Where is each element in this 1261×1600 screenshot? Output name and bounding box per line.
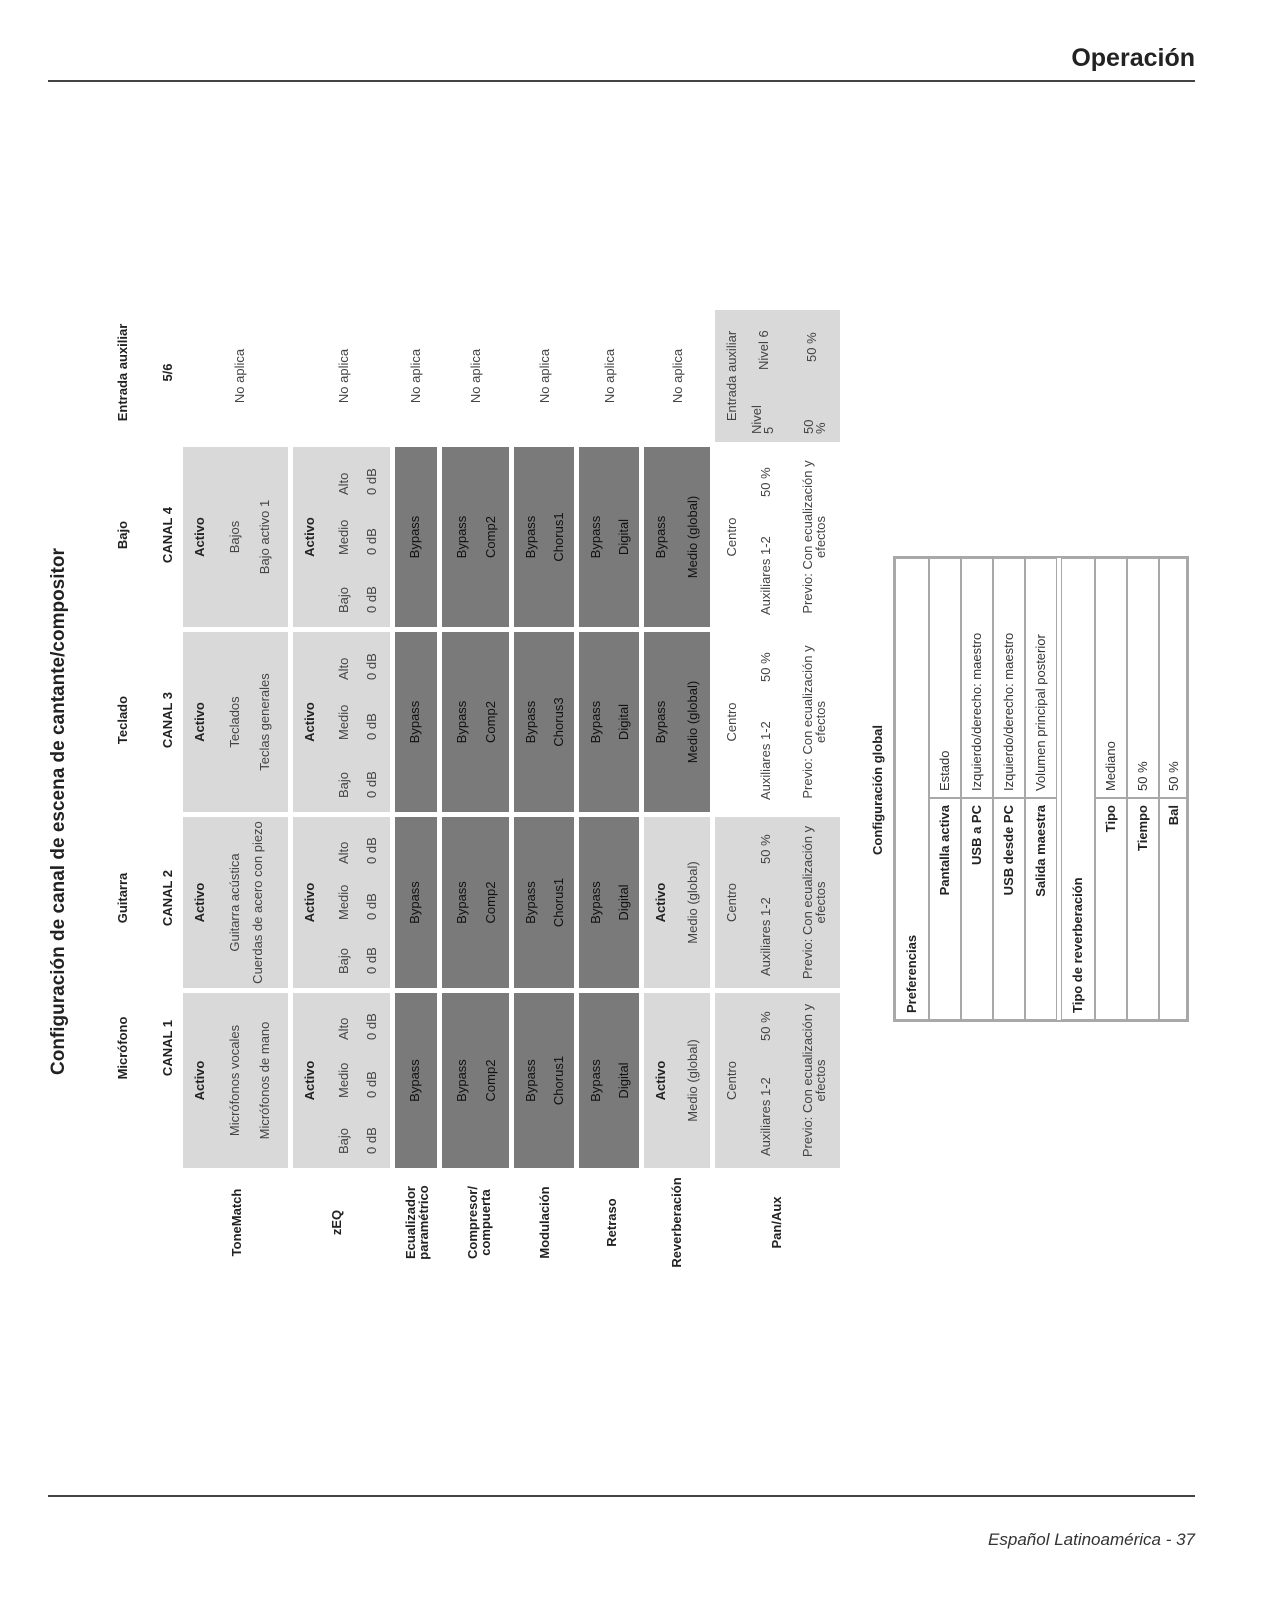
ch3-pan-value: Centro (724, 702, 739, 742)
aux-comp-na: No aplica (468, 348, 483, 404)
ch2-zeq-high-value: 0 dB (364, 837, 379, 864)
ch4-reverb-state: Bypass (653, 515, 668, 559)
ch1-zeq-state: Activo (302, 1060, 317, 1101)
aux-tonematch-na: No aplica (232, 348, 247, 404)
ch4-zeq-mid-value: 0 dB (364, 528, 379, 555)
ch3-comp-cell (442, 632, 509, 812)
row-label-delay: Retraso (604, 1198, 619, 1247)
ch1-reverb-preset: Medio (global) (685, 1039, 700, 1122)
column-type-aux: Entrada auxiliar (115, 323, 130, 422)
document-title: Configuración de canal de escena de cantante/compositor (48, 548, 69, 1075)
ch1-delay-preset: Digital (616, 1062, 631, 1099)
column-type-guitar: Guitarra (115, 872, 130, 924)
ch3-zeq-mid-label: Medio (336, 704, 351, 740)
ch3-delay-state: Bypass (588, 700, 603, 744)
ch4-mod-cell (514, 447, 574, 627)
ch2-zeq-cell (293, 817, 390, 988)
preferences-header: Preferencias (895, 558, 929, 1020)
aux-level-6-percent: 50 % (804, 332, 819, 362)
ch3-zeq-cell (293, 632, 390, 812)
aux-level-5-percent: 50 % (801, 419, 828, 434)
ch1-mod-state: Bypass (523, 1059, 538, 1102)
ch2-zeq-mid-value: 0 dB (364, 893, 379, 920)
ch4-zeq-low-label: Bajo (336, 586, 351, 613)
ch1-mod-cell (514, 993, 574, 1168)
ch2-zeq-low-label: Bajo (336, 947, 351, 974)
ch4-mod-state: Bypass (523, 515, 538, 559)
ch1-reverb-state: Activo (653, 1060, 668, 1101)
ch4-zeq-high-label: Alto (336, 472, 351, 495)
page-footer: Español Latinoamérica - 37 (988, 1530, 1195, 1549)
ch1-zeq-low-label: Bajo (336, 1127, 351, 1154)
ch3-reverb-cell (644, 632, 710, 812)
ch3-comp-state: Bypass (454, 700, 469, 744)
ch1-zeq-high-value: 0 dB (364, 1013, 379, 1040)
reverb-label-time: Tiempo (1127, 798, 1159, 1020)
ch1-zeq-cell (293, 993, 390, 1168)
aux-level-6: Nivel 6 (756, 330, 771, 370)
ch2-zeq-mid-label: Medio (336, 884, 351, 920)
ch3-mod-cell (514, 632, 574, 812)
ch2-mod-preset: Chorus1 (551, 877, 566, 928)
ch2-mod-cell (514, 817, 574, 988)
pref-label-usb-from-pc: USB desde PC (993, 798, 1025, 1020)
reverb-value-time: 50 % (1127, 558, 1159, 798)
ch1-comp-preset: Comp2 (483, 1059, 498, 1102)
ch1-tonematch-preset: Micrófonos de mano (257, 1021, 272, 1140)
ch3-reverb-preset: Medio (global) (685, 680, 700, 764)
ch4-reverb-preset: Medio (global) (685, 495, 700, 579)
ch4-delay-preset: Digital (616, 518, 631, 556)
reverb-type-header: Tipo de reverberación (1061, 558, 1095, 1020)
ch4-zeq-mid-label: Medio (336, 519, 351, 555)
ch4-zeq-high-value: 0 dB (364, 468, 379, 495)
ch4-aux-label: Auxiliares 1-2 (758, 536, 773, 615)
ch2-zeq-low-value: 0 dB (364, 947, 379, 974)
ch3-mod-state: Bypass (523, 700, 538, 744)
row-label-tonematch: ToneMatch (229, 1188, 244, 1257)
ch3-tonematch-cell (183, 632, 288, 812)
ch1-tonematch-category: Micrófonos vocales (227, 1024, 242, 1137)
ch4-mod-preset: Chorus1 (551, 512, 566, 562)
ch4-prev-mode: Previo: Con ecualización y efectos (800, 460, 828, 614)
ch3-eq-cell (395, 632, 437, 812)
ch2-comp-preset: Comp2 (483, 881, 498, 924)
ch3-comp-preset: Comp2 (483, 701, 498, 743)
aux-reverb-na: No aplica (670, 348, 685, 404)
ch2-tonematch-preset: Cuerdas de acero con piezo (250, 821, 265, 984)
ch1-tonematch-cell (183, 993, 288, 1168)
ch3-delay-cell (579, 632, 639, 812)
pref-label-master-out: Salida maestra (1025, 798, 1057, 1020)
ch3-zeq-low-label: Bajo (336, 771, 351, 798)
pref-label-usb-to-pc: USB a PC (961, 798, 993, 1020)
row-label-zeq: zEQ (329, 1209, 344, 1236)
ch2-pan-value: Centro (724, 882, 739, 923)
reverb-label-type: Tipo (1095, 798, 1127, 1020)
ch2-reverb-cell (644, 817, 710, 988)
aux-eq-na: No aplica (408, 348, 423, 404)
channel-5-6-header: 5/6 (160, 363, 175, 382)
reverb-value-balance: 50 % (1159, 558, 1187, 798)
ch4-zeq-state: Activo (302, 517, 317, 557)
ch4-comp-cell (442, 447, 509, 627)
pref-value-usb-to-pc: Izquierdo/derecho: maestro (961, 558, 993, 798)
ch2-eq-cell (395, 817, 437, 988)
channel-2-header: CANAL 2 (160, 869, 175, 927)
ch1-eq-cell (395, 993, 437, 1168)
pref-value-active-screen: Estado (929, 558, 961, 798)
ch4-delay-state: Bypass (588, 515, 603, 559)
ch1-mod-preset: Chorus1 (551, 1055, 566, 1106)
ch2-panaux-cell (715, 817, 840, 988)
ch4-delay-cell (579, 447, 639, 627)
ch4-comp-preset: Comp2 (483, 516, 498, 558)
ch1-pan-value: Centro (724, 1060, 739, 1101)
row-label-modulation: Modulación (537, 1186, 552, 1259)
column-type-mic: Micrófono (115, 1016, 130, 1080)
row-label-reverb: Reverberación (669, 1177, 684, 1268)
row-label-parametric-eq: Ecualizador paramétrico (403, 1185, 431, 1260)
ch3-mod-preset: Chorus3 (551, 697, 566, 747)
ch4-comp-state: Bypass (454, 515, 469, 559)
ch4-tonematch-category: Bajos (227, 520, 242, 554)
ch1-zeq-mid-value: 0 dB (364, 1071, 379, 1098)
ch2-tonematch-state: Activo (192, 882, 207, 923)
aux-level-5: Nivel 5 (749, 405, 776, 434)
ch3-tonematch-state: Activo (192, 702, 207, 742)
ch1-aux-value: 50 % (758, 1011, 773, 1041)
ch3-zeq-mid-value: 0 dB (364, 713, 379, 740)
ch4-zeq-cell (293, 447, 390, 627)
aux-input-label: Entrada auxiliar (724, 330, 739, 422)
aux-panaux-cell (715, 310, 840, 442)
column-type-bass: Bajo (115, 520, 130, 550)
ch2-tonematch-cell (183, 817, 288, 988)
ch3-delay-preset: Digital (616, 703, 631, 741)
ch2-delay-preset: Digital (616, 884, 631, 921)
ch2-delay-cell (579, 817, 639, 988)
ch2-prev-mode: Previo: Con ecualización y efectos (800, 825, 828, 980)
ch1-delay-state: Bypass (588, 1059, 603, 1102)
ch3-zeq-high-label: Alto (336, 657, 351, 680)
pref-value-master-out: Volumen principal posterior (1025, 558, 1057, 798)
ch4-tonematch-preset: Bajo activo 1 (257, 499, 272, 575)
section-title: Operación (1071, 44, 1195, 72)
column-type-keyboard: Teclado (115, 695, 130, 745)
ch4-reverb-cell (644, 447, 710, 627)
ch3-zeq-state: Activo (302, 702, 317, 742)
ch3-zeq-high-value: 0 dB (364, 653, 379, 680)
ch3-aux-value: 50 % (758, 652, 773, 682)
ch2-delay-state: Bypass (588, 881, 603, 924)
ch2-aux-label: Auxiliares 1-2 (758, 897, 773, 976)
ch4-tonematch-state: Activo (192, 517, 207, 557)
ch3-prev-mode: Previo: Con ecualización y efectos (800, 645, 828, 799)
ch1-zeq-low-value: 0 dB (364, 1127, 379, 1154)
ch4-tonematch-cell (183, 447, 288, 627)
pref-value-usb-from-pc: Izquierdo/derecho: maestro (993, 558, 1025, 798)
ch4-zeq-low-value: 0 dB (364, 586, 379, 613)
ch2-zeq-state: Activo (302, 882, 317, 923)
ch3-tonematch-preset: Teclas generales (257, 673, 272, 771)
ch1-comp-state: Bypass (454, 1059, 469, 1102)
ch3-aux-label: Auxiliares 1-2 (758, 721, 773, 800)
row-label-pan-aux: Pan/Aux (769, 1196, 784, 1249)
ch1-delay-cell (579, 993, 639, 1168)
ch1-comp-cell (442, 993, 509, 1168)
ch2-reverb-state: Activo (653, 882, 668, 923)
ch2-reverb-preset: Medio (global) (685, 861, 700, 944)
ch1-eq-state: Bypass (407, 1059, 422, 1102)
ch3-eq-state: Bypass (407, 700, 422, 744)
ch2-zeq-high-label: Alto (336, 841, 351, 864)
ch2-tonematch-category: Guitarra acústica (227, 853, 242, 952)
channel-3-header: CANAL 3 (160, 691, 175, 749)
channel-1-header: CANAL 1 (160, 1019, 175, 1077)
ch4-panaux-cell (715, 447, 840, 627)
aux-zeq-na: No aplica (336, 348, 351, 404)
ch1-aux-label: Auxiliares 1-2 (758, 1077, 773, 1156)
ch1-prev-mode: Previo: Con ecualización y efectos (800, 1003, 828, 1158)
ch4-aux-value: 50 % (758, 467, 773, 497)
global-settings-title: Configuración global (870, 725, 885, 855)
channel-4-header: CANAL 4 (160, 506, 175, 564)
ch1-zeq-high-label: Alto (336, 1017, 351, 1040)
reverb-value-type: Mediano (1095, 558, 1127, 798)
ch3-reverb-state: Bypass (653, 700, 668, 744)
pref-label-active-screen: Pantalla activa (929, 798, 961, 1020)
ch1-zeq-mid-label: Medio (336, 1062, 351, 1098)
ch2-eq-state: Bypass (407, 881, 422, 924)
ch3-zeq-low-value: 0 dB (364, 771, 379, 798)
ch3-panaux-cell (715, 632, 840, 812)
aux-delay-na: No aplica (602, 348, 617, 404)
aux-mod-na: No aplica (537, 348, 552, 404)
row-label-compressor: Compresor/ compuerta (465, 1186, 493, 1259)
ch4-eq-state: Bypass (407, 515, 422, 559)
ch2-aux-value: 50 % (758, 834, 773, 864)
ch2-comp-state: Bypass (454, 881, 469, 924)
ch4-pan-value: Centro (724, 517, 739, 557)
ch1-panaux-cell (715, 993, 840, 1168)
ch1-reverb-cell (644, 993, 710, 1168)
ch1-tonematch-state: Activo (192, 1060, 207, 1101)
reverb-label-balance: Bal (1159, 798, 1187, 1020)
ch3-tonematch-category: Teclados (227, 696, 242, 748)
ch2-mod-state: Bypass (523, 881, 538, 924)
ch4-eq-cell (395, 447, 437, 627)
global-settings-table (893, 556, 1189, 1022)
ch2-comp-cell (442, 817, 509, 988)
